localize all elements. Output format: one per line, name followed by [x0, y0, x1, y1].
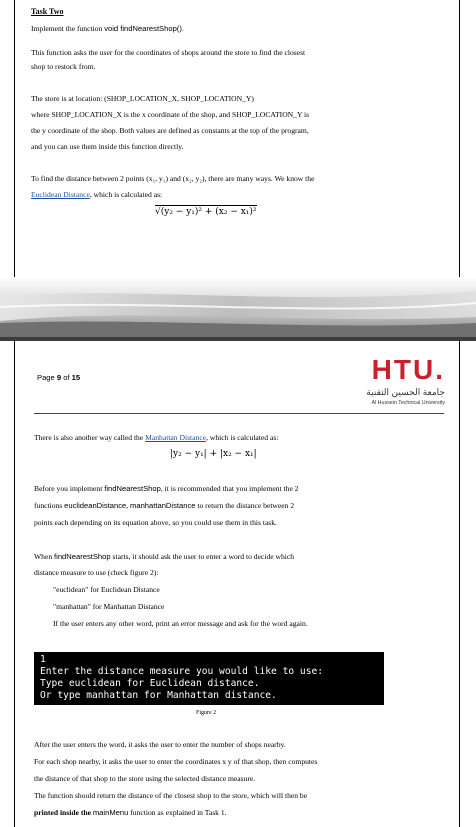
para6-line3: the distance of that shop to the store using the selected distance measure.	[34, 774, 256, 783]
htu-logo	[354, 355, 449, 413]
manhattan-suffix: , which is calculated as:	[206, 433, 279, 442]
page-label: Page	[37, 373, 57, 382]
p4-l2-e: to return the distance between 2	[195, 501, 295, 510]
terminal-line: 1	[40, 654, 46, 665]
terminal-line: Enter the distance measure you would like to use:	[40, 666, 324, 677]
p4-l2-fn1: euclideanDistance	[64, 501, 127, 510]
para3-rest: , which is calculated as:	[89, 190, 163, 199]
euclidean-link[interactable]: Euclidean Distance	[31, 190, 90, 199]
p4-l2-a: functions	[34, 501, 65, 510]
manhattan-link[interactable]: Manhattan Distance	[145, 433, 207, 442]
intro-text: Implement the function	[31, 24, 105, 33]
p6-c: function as explained in Task 1.	[128, 808, 227, 817]
figure-caption: Figure 2	[196, 710, 217, 716]
page-of: of	[61, 373, 72, 382]
function-name: void findNearestShop().	[104, 24, 184, 33]
para2-line2: where SHOP_LOCATION_X is the x coordinate of the shop, and SHOP_LOCATION_Y is	[31, 110, 310, 119]
header-rule	[34, 413, 444, 414]
intro-line	[31, 24, 184, 34]
task-heading: Task Two	[31, 7, 64, 16]
p6-fn: mainMenu	[92, 808, 129, 817]
logo-mark: HTU.	[371, 354, 445, 385]
para5-line2: distance measure to use (check figure 2):	[34, 568, 159, 577]
para4-line1	[34, 484, 299, 494]
para1-line2: shop to restock from.	[31, 62, 96, 71]
para3-line2	[31, 190, 162, 200]
logo-english: Al Hussein Technical University	[371, 400, 445, 406]
para6-line1: After the user enters the word, it asks the user to enter the number of shops nearby.	[34, 740, 286, 749]
para6-line2: For each shop nearby, it asks the user to enter the coordinates x y of that shop, then computes	[34, 757, 318, 766]
manhattan-formula: |y₂ − y₁| + |x₂ − x₁|	[170, 449, 257, 459]
manhattan-prefix: There is also another way called the	[34, 433, 146, 442]
p5-fn: findNearestShop	[54, 552, 111, 561]
page-total: 15	[71, 373, 81, 382]
euclidean-formula: √(y₂ − y₁)² + (x₂ − x₁)²	[155, 207, 257, 217]
para2-line4: and you can use them inside this function directly.	[31, 142, 184, 151]
para4-line3: points each depending on its equation above, so you could use them in this task.	[34, 518, 277, 527]
p4-c: , it is recommended that you implement the 2	[160, 484, 299, 493]
terminal-line: Or type manhattan for Manhattan distance.	[40, 690, 277, 701]
para3-line1: To find the distance between 2 points (x₁, y₁) and (x₂, y₂), there are many ways. We know the	[31, 174, 315, 183]
page-break-band	[0, 277, 476, 341]
p6-a: printed inside the	[34, 808, 93, 817]
para4-line2	[34, 501, 294, 511]
page1-border	[14, 0, 460, 277]
terminal-output	[34, 652, 384, 705]
p5-a: When	[34, 552, 55, 561]
para6-line4: The function should return the distance of the closest shop to the store, which will then be	[34, 791, 308, 800]
option-manhattan: "manhattan" for Manhattan Distance	[53, 602, 165, 611]
para2-line3: the y coordinate of the shop. Both values are defined as constants at the top of the program,	[31, 126, 309, 135]
manhattan-line	[34, 433, 278, 443]
p4-l2-sep: ,	[126, 501, 131, 510]
page-current: 9	[56, 373, 62, 382]
p4-a: Before you implement	[34, 484, 105, 493]
logo-arabic: جامعة الحسين التقنية	[366, 387, 445, 397]
p5-c: starts, it should ask the user to enter a word to decide which	[110, 552, 295, 561]
terminal-line: Type euclidean for Euclidean distance.	[40, 678, 260, 689]
para5-error-line: If the user enters any other word, print an error message and ask for the word again.	[53, 619, 308, 628]
p4-fn: findNearestShop	[104, 484, 161, 493]
para1-line1: This function asks the user for the coordinates of shops around the store to find the closest	[31, 48, 306, 57]
option-euclidean: "euclidean" for Euclidean Distance	[53, 585, 160, 594]
para2-line1: The store is at location: (SHOP_LOCATION_X, SHOP_LOCATION_Y)	[31, 94, 254, 103]
page-number	[37, 373, 80, 383]
p4-l2-fn2: manhattanDistance	[130, 501, 196, 510]
para6-line5	[34, 808, 227, 818]
para5-line1	[34, 552, 294, 562]
